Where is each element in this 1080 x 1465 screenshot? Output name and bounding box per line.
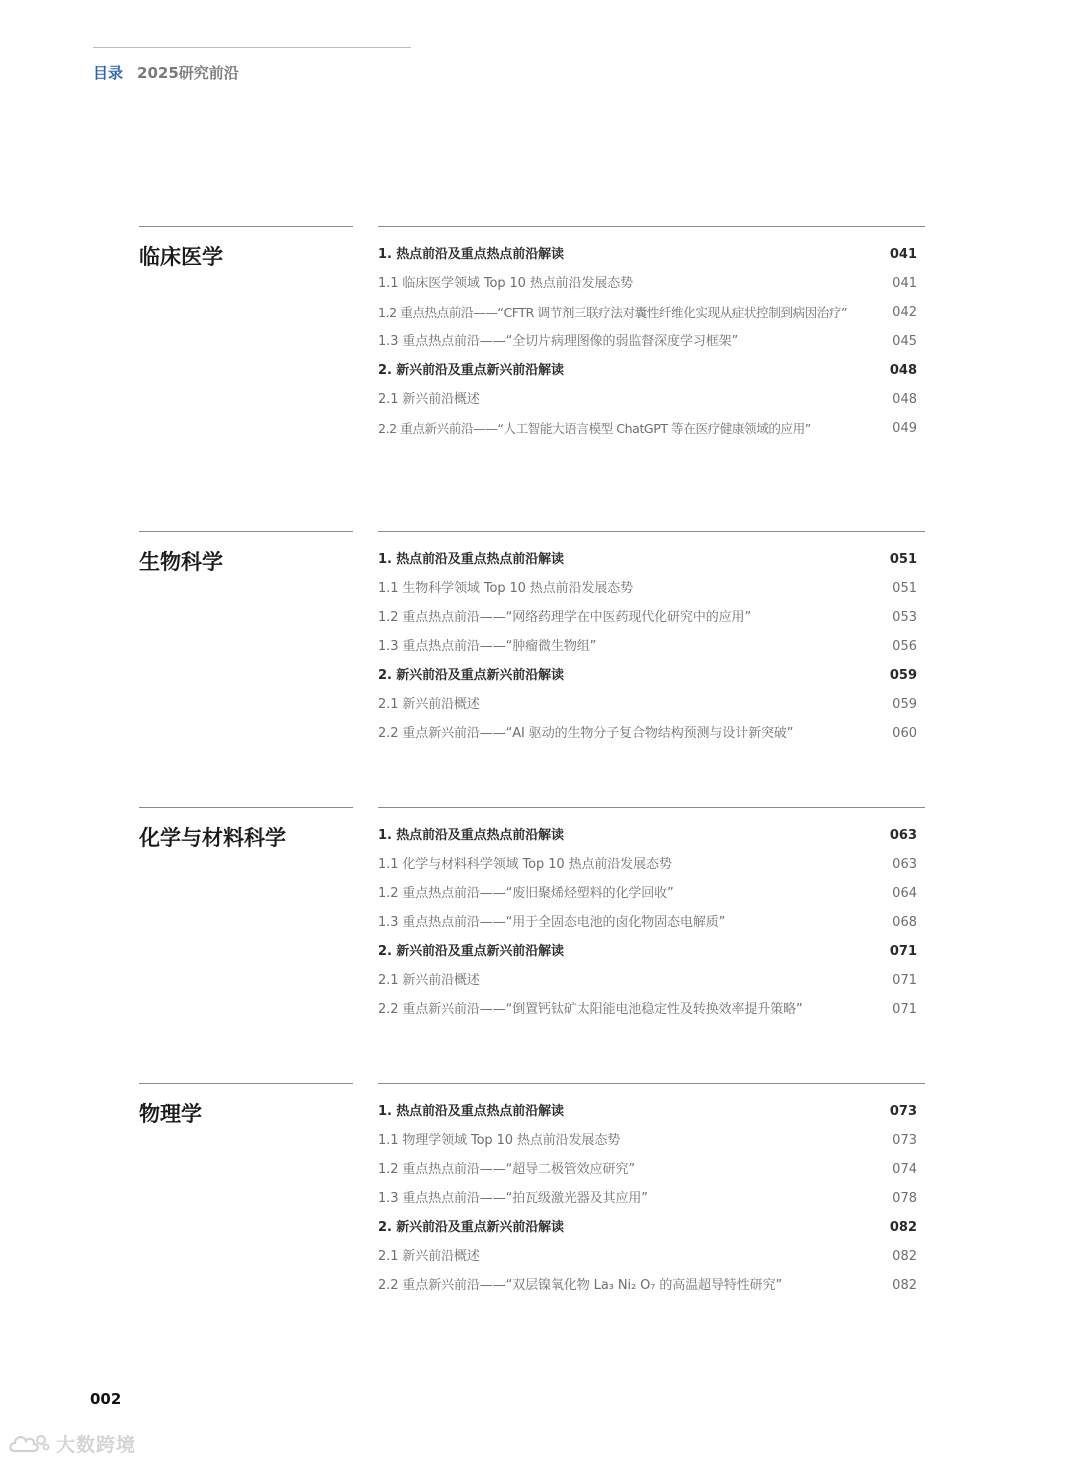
cloud-logo-icon (8, 1431, 50, 1457)
header-rule (93, 47, 411, 48)
toc-entry-list (378, 1097, 918, 1300)
toc-entry-label: 2.2 重点新兴前沿——“双层镍氧化物 La₃ Ni₂ O₇ 的高温超导特性研究” (378, 1278, 783, 1293)
toc-entry[interactable] (378, 574, 918, 603)
toc-entry-label: 1.2 重点热点前沿——“CFTR 调节剂三联疗法对囊性纤维化实现从症状控制到病因治疗” (378, 305, 848, 320)
toc-entry-page: 073 (892, 1133, 917, 1148)
toc-entry[interactable] (378, 240, 918, 269)
toc-entry-label: 1. 热点前沿及重点热点前沿解读 (378, 828, 564, 843)
toc-entry[interactable] (378, 1242, 918, 1271)
toc-entry[interactable] (378, 661, 918, 690)
toc-entry[interactable] (378, 327, 918, 356)
toc-entry[interactable] (378, 414, 918, 443)
toc-entry-label: 1.1 临床医学领域 Top 10 热点前沿发展态势 (378, 276, 634, 291)
toc-entry[interactable] (378, 1184, 918, 1213)
toc-entry-label: 1. 热点前沿及重点热点前沿解读 (378, 247, 564, 262)
toc-entry-page: 082 (892, 1278, 917, 1293)
toc-entry-page: 041 (889, 247, 917, 262)
toc-entry[interactable] (378, 821, 918, 850)
toc-entry-label: 1.3 重点热点前沿——“拍瓦级激光器及其应用” (378, 1191, 648, 1206)
section-rule-right (378, 531, 925, 532)
toc-entry-list (378, 240, 918, 443)
toc-entry-page: 059 (889, 668, 917, 683)
section-title: 生物科学 (139, 550, 223, 574)
toc-entry[interactable] (378, 385, 918, 414)
toc-entry[interactable] (378, 545, 918, 574)
toc-entry-page: 051 (889, 552, 917, 567)
toc-entry-label: 2.1 新兴前沿概述 (378, 697, 480, 712)
toc-entry[interactable] (378, 850, 918, 879)
toc-entry-page: 064 (892, 886, 917, 901)
toc-entry[interactable] (378, 995, 918, 1024)
toc-entry[interactable] (378, 908, 918, 937)
toc-entry[interactable] (378, 1097, 918, 1126)
toc-entry-label: 2.1 新兴前沿概述 (378, 1249, 480, 1264)
toc-entry-label: 2. 新兴前沿及重点新兴前沿解读 (378, 668, 564, 683)
toc-entry-label: 2. 新兴前沿及重点新兴前沿解读 (378, 944, 564, 959)
toc-entry-label: 1.1 化学与材料科学领域 Top 10 热点前沿发展态势 (378, 857, 672, 872)
toc-entry-page: 082 (889, 1220, 917, 1235)
toc-entry-page: 056 (892, 639, 917, 654)
toc-entry-label: 2.2 重点新兴前沿——“AI 驱动的生物分子复合物结构预测与设计新突破” (378, 726, 794, 741)
toc-entry[interactable] (378, 356, 918, 385)
section-title: 物理学 (139, 1102, 202, 1126)
toc-entry-label: 1.2 重点热点前沿——“废旧聚烯烃塑料的化学回收” (378, 886, 674, 901)
toc-entry-label: 1.2 重点热点前沿——“网络药理学在中医药现代化研究中的应用” (378, 610, 752, 625)
toc-entry-label: 2. 新兴前沿及重点新兴前沿解读 (378, 363, 564, 378)
toc-entry[interactable] (378, 879, 918, 908)
running-header (93, 63, 239, 83)
toc-entry-label: 1.1 生物科学领域 Top 10 热点前沿发展态势 (378, 581, 634, 596)
toc-entry-page: 045 (892, 334, 917, 349)
toc-entry-label: 1.3 重点热点前沿——“全切片病理图像的弱监督深度学习框架” (378, 334, 739, 349)
section-rule-left (139, 1083, 353, 1084)
toc-entry-label: 1. 热点前沿及重点热点前沿解读 (378, 1104, 564, 1119)
toc-entry[interactable] (378, 1155, 918, 1184)
toc-entry-page: 059 (892, 697, 917, 712)
toc-entry-page: 071 (892, 1002, 917, 1017)
toc-entry-label: 1.3 重点热点前沿——“肿瘤微生物组” (378, 639, 597, 654)
toc-entry[interactable] (378, 298, 918, 327)
toc-entry-page: 078 (892, 1191, 917, 1206)
toc-entry-page: 082 (892, 1249, 917, 1264)
toc-entry-page: 063 (889, 828, 917, 843)
section-rule-left (139, 807, 353, 808)
toc-entry-label: 1.2 重点热点前沿——“超导二极管效应研究” (378, 1162, 635, 1177)
section-rule-left (139, 531, 353, 532)
toc-entry[interactable] (378, 1126, 918, 1155)
toc-entry-page: 068 (892, 915, 917, 930)
toc-entry-list (378, 821, 918, 1024)
toc-entry-page: 048 (889, 363, 917, 378)
watermark-text: 大数跨境 (56, 1434, 137, 1456)
section-rule-right (378, 807, 925, 808)
toc-entry-page: 048 (892, 392, 917, 407)
toc-entry-label: 2.2 重点新兴前沿——“人工智能大语言模型 ChatGPT 等在医疗健康领域的应用” (378, 421, 811, 436)
section-title: 临床医学 (139, 245, 223, 269)
toc-entry[interactable] (378, 603, 918, 632)
toc-entry-label: 2.1 新兴前沿概述 (378, 392, 480, 407)
toc-entry-page: 074 (892, 1162, 917, 1177)
toc-entry-page: 063 (892, 857, 917, 872)
toc-label: 目录 (93, 64, 124, 82)
toc-entry[interactable] (378, 690, 918, 719)
watermark (8, 1430, 136, 1457)
toc-entry-page: 073 (889, 1104, 917, 1119)
toc-entry-label: 2.2 重点新兴前沿——“倒置钙钛矿太阳能电池稳定性及转换效率提升策略” (378, 1002, 803, 1017)
toc-entry[interactable] (378, 1213, 918, 1242)
toc-entry[interactable] (378, 937, 918, 966)
toc-entry-page: 042 (892, 305, 917, 320)
toc-entry-label: 1.1 物理学领域 Top 10 热点前沿发展态势 (378, 1133, 621, 1148)
toc-entry-label: 2. 新兴前沿及重点新兴前沿解读 (378, 1220, 564, 1235)
toc-entry-label: 1. 热点前沿及重点热点前沿解读 (378, 552, 564, 567)
toc-entry-page: 049 (892, 421, 917, 436)
toc-entry-page: 071 (892, 973, 917, 988)
toc-entry[interactable] (378, 632, 918, 661)
page-number: 002 (90, 1390, 122, 1408)
section-title: 化学与材料科学 (139, 826, 286, 850)
toc-entry-list (378, 545, 918, 748)
toc-entry[interactable] (378, 1271, 918, 1300)
toc-entry-label: 1.3 重点热点前沿——“用于全固态电池的卤化物固态电解质” (378, 915, 726, 930)
toc-entry-page: 041 (892, 276, 917, 291)
toc-entry[interactable] (378, 269, 918, 298)
toc-entry-page: 071 (889, 944, 917, 959)
section-rule-right (378, 1083, 925, 1084)
toc-entry-page: 053 (892, 610, 917, 625)
toc-entry-label: 2.1 新兴前沿概述 (378, 973, 480, 988)
section-rule-right (378, 226, 925, 227)
toc-entry[interactable] (378, 719, 918, 748)
toc-entry-page: 060 (892, 726, 917, 741)
report-title: 2025研究前沿 (137, 64, 239, 82)
toc-entry[interactable] (378, 966, 918, 995)
toc-entry-page: 051 (892, 581, 917, 596)
section-rule-left (139, 226, 353, 227)
